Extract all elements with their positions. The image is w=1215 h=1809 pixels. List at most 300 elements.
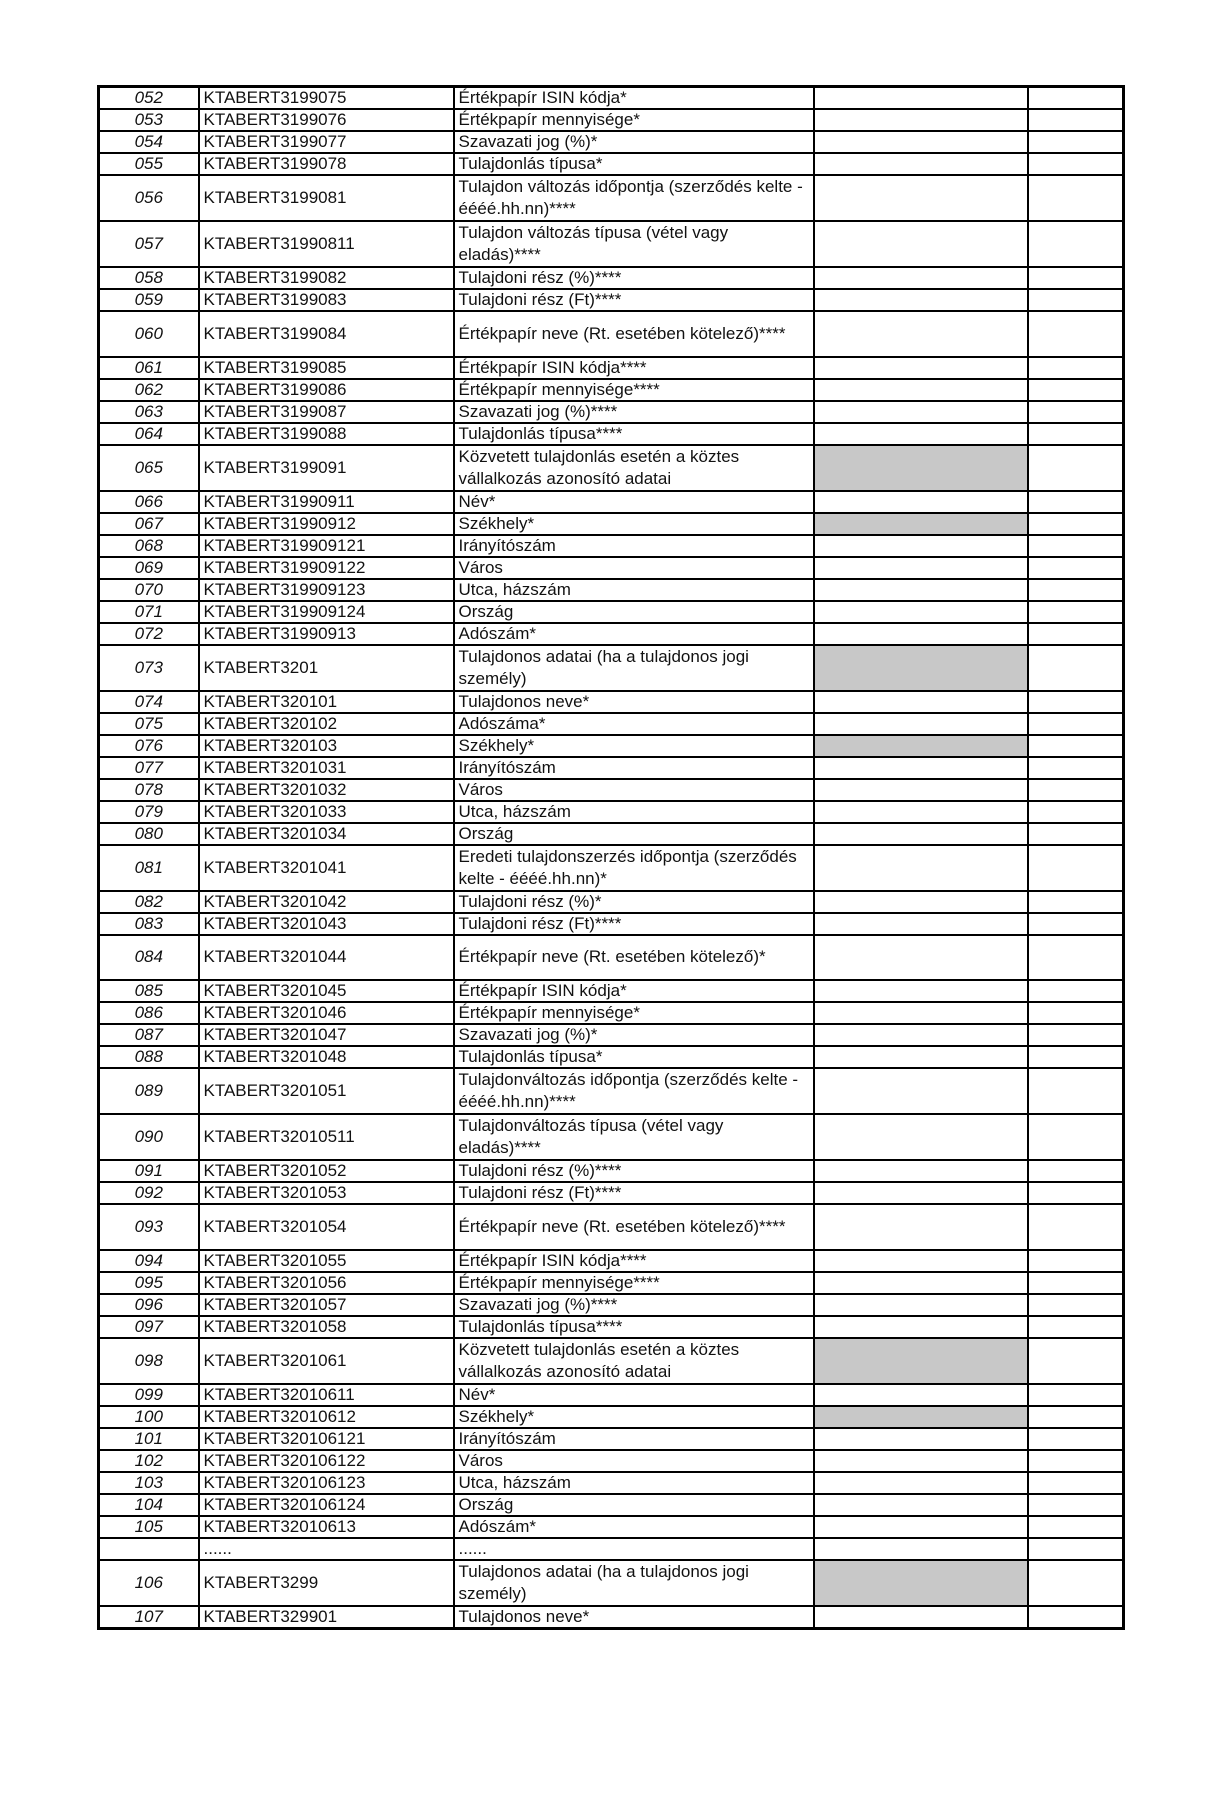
extra-cell [1028, 445, 1124, 491]
field-description: Tulajdonos adatai (ha a tulajdonos jogi személy) [454, 645, 814, 691]
extra-cell [1028, 1538, 1124, 1560]
table-row [99, 153, 1124, 175]
extra-cell [1028, 735, 1124, 757]
extra-cell [1028, 623, 1124, 645]
extra-cell [1028, 491, 1124, 513]
value-cell [814, 645, 1028, 691]
table-row [99, 1606, 1124, 1629]
value-cell [814, 713, 1028, 735]
extra-cell [1028, 1182, 1124, 1204]
value-cell [814, 221, 1028, 267]
row-number: 075 [99, 713, 199, 735]
field-description: Tulajdoni rész (Ft)**** [454, 913, 814, 935]
extra-cell [1028, 87, 1124, 110]
table-row [99, 357, 1124, 379]
field-code: KTABERT320101 [199, 691, 454, 713]
extra-cell [1028, 579, 1124, 601]
field-code: KTABERT3199082 [199, 267, 454, 289]
value-cell [814, 891, 1028, 913]
row-number: 090 [99, 1114, 199, 1160]
row-number: 107 [99, 1606, 199, 1629]
field-code: KTABERT3199088 [199, 423, 454, 445]
field-description: Eredeti tulajdonszerzés időpontja (szerződés kelte - éééé.hh.nn)* [454, 845, 814, 891]
table-row [99, 267, 1124, 289]
value-cell [814, 1272, 1028, 1294]
field-code: KTABERT3201042 [199, 891, 454, 913]
field-description: Város [454, 557, 814, 579]
field-code: KTABERT3201046 [199, 1002, 454, 1024]
field-code: KTABERT3199083 [199, 289, 454, 311]
extra-cell [1028, 757, 1124, 779]
row-number: 069 [99, 557, 199, 579]
row-number: 067 [99, 513, 199, 535]
row-number: 077 [99, 757, 199, 779]
field-description: Tulajdonos adatai (ha a tulajdonos jogi személy) [454, 1560, 814, 1606]
field-code: KTABERT3199084 [199, 311, 454, 357]
field-code: KTABERT3201032 [199, 779, 454, 801]
value-cell [814, 1516, 1028, 1538]
value-cell [814, 845, 1028, 891]
extra-cell [1028, 401, 1124, 423]
field-code: KTABERT31990811 [199, 221, 454, 267]
field-description: Tulajdon változás típusa (vétel vagy eladás)**** [454, 221, 814, 267]
value-cell [814, 579, 1028, 601]
value-cell [814, 153, 1028, 175]
field-code: KTABERT3201055 [199, 1250, 454, 1272]
row-number: 065 [99, 445, 199, 491]
field-code: KTABERT3199086 [199, 379, 454, 401]
extra-cell [1028, 289, 1124, 311]
field-code: KTABERT319909121 [199, 535, 454, 557]
value-cell [814, 1384, 1028, 1406]
value-cell [814, 980, 1028, 1002]
table-row [99, 1472, 1124, 1494]
field-description: Irányítószám [454, 757, 814, 779]
table-row [99, 131, 1124, 153]
table-row [99, 1046, 1124, 1068]
extra-cell [1028, 1114, 1124, 1160]
table-row [99, 1160, 1124, 1182]
extra-cell [1028, 691, 1124, 713]
field-description: Értékpapír mennyisége**** [454, 379, 814, 401]
row-number: 084 [99, 935, 199, 981]
extra-cell [1028, 1494, 1124, 1516]
value-cell [814, 357, 1028, 379]
table-row [99, 801, 1124, 823]
table-row [99, 735, 1124, 757]
field-description: Adószám* [454, 1516, 814, 1538]
value-cell [814, 1428, 1028, 1450]
table-row [99, 423, 1124, 445]
row-number: 098 [99, 1338, 199, 1384]
extra-cell [1028, 1516, 1124, 1538]
field-code: KTABERT3199076 [199, 109, 454, 131]
extra-cell [1028, 601, 1124, 623]
field-description: Székhely* [454, 735, 814, 757]
row-number: 101 [99, 1428, 199, 1450]
table-row [99, 1114, 1124, 1160]
field-code: KTABERT3201053 [199, 1182, 454, 1204]
table-row [99, 845, 1124, 891]
table-body [99, 87, 1124, 1629]
row-number: 089 [99, 1068, 199, 1114]
value-cell [814, 1114, 1028, 1160]
row-number: 078 [99, 779, 199, 801]
field-description: Értékpapír mennyisége* [454, 109, 814, 131]
field-description: Tulajdonlás típusa**** [454, 1316, 814, 1338]
field-code: KTABERT3201034 [199, 823, 454, 845]
extra-cell [1028, 801, 1124, 823]
field-code: KTABERT3201045 [199, 980, 454, 1002]
table-row [99, 757, 1124, 779]
value-cell [814, 175, 1028, 221]
extra-cell [1028, 779, 1124, 801]
table-row [99, 1450, 1124, 1472]
extra-cell [1028, 1428, 1124, 1450]
field-code: KTABERT3201048 [199, 1046, 454, 1068]
extra-cell [1028, 131, 1124, 153]
field-description: Város [454, 1450, 814, 1472]
field-description: Tulajdonlás típusa* [454, 153, 814, 175]
extra-cell [1028, 980, 1124, 1002]
row-number: 087 [99, 1024, 199, 1046]
row-number: 073 [99, 645, 199, 691]
field-code: KTABERT32010612 [199, 1406, 454, 1428]
field-description: Irányítószám [454, 1428, 814, 1450]
table-row [99, 1316, 1124, 1338]
value-cell [814, 1024, 1028, 1046]
extra-cell [1028, 175, 1124, 221]
extra-cell [1028, 1316, 1124, 1338]
row-number: 063 [99, 401, 199, 423]
field-description: Ország [454, 823, 814, 845]
field-description: Utca, házszám [454, 579, 814, 601]
table-row [99, 1406, 1124, 1428]
field-code: KTABERT32010611 [199, 1384, 454, 1406]
table-row [99, 1068, 1124, 1114]
field-description: Név* [454, 1384, 814, 1406]
row-number: 095 [99, 1272, 199, 1294]
field-code: KTABERT31990913 [199, 623, 454, 645]
row-number: 081 [99, 845, 199, 891]
value-cell [814, 1160, 1028, 1182]
field-code: KTABERT320106124 [199, 1494, 454, 1516]
table-row [99, 379, 1124, 401]
field-description: Szavazati jog (%)**** [454, 1294, 814, 1316]
extra-cell [1028, 153, 1124, 175]
row-number: 093 [99, 1204, 199, 1250]
value-cell [814, 1560, 1028, 1606]
field-description: Ország [454, 601, 814, 623]
extra-cell [1028, 267, 1124, 289]
field-description: Székhely* [454, 1406, 814, 1428]
field-description: Székhely* [454, 513, 814, 535]
value-cell [814, 379, 1028, 401]
field-code: KTABERT3201051 [199, 1068, 454, 1114]
value-cell [814, 131, 1028, 153]
value-cell [814, 1338, 1028, 1384]
extra-cell [1028, 1250, 1124, 1272]
table-row [99, 1538, 1124, 1560]
value-cell [814, 87, 1028, 110]
row-number: 085 [99, 980, 199, 1002]
value-cell [814, 535, 1028, 557]
field-description: Értékpapír ISIN kódja**** [454, 1250, 814, 1272]
extra-cell [1028, 109, 1124, 131]
field-description: Név* [454, 491, 814, 513]
value-cell [814, 1472, 1028, 1494]
value-cell [814, 1046, 1028, 1068]
field-description: Tulajdonlás típusa* [454, 1046, 814, 1068]
value-cell [814, 445, 1028, 491]
table-row [99, 823, 1124, 845]
field-code: KTABERT3199078 [199, 153, 454, 175]
value-cell [814, 601, 1028, 623]
extra-cell [1028, 1204, 1124, 1250]
field-code: KTABERT32010511 [199, 1114, 454, 1160]
value-cell [814, 423, 1028, 445]
field-code: KTABERT3201054 [199, 1204, 454, 1250]
value-cell [814, 1294, 1028, 1316]
row-number: 105 [99, 1516, 199, 1538]
field-code: ...... [199, 1538, 454, 1560]
table-row [99, 691, 1124, 713]
field-description: Értékpapír neve (Rt. esetében kötelező)**** [454, 1204, 814, 1250]
field-code: KTABERT329901 [199, 1606, 454, 1629]
extra-cell [1028, 1338, 1124, 1384]
field-description: Tulajdoni rész (%)* [454, 891, 814, 913]
value-cell [814, 401, 1028, 423]
row-number: 056 [99, 175, 199, 221]
table-row [99, 601, 1124, 623]
table-row [99, 311, 1124, 357]
field-code: KTABERT320102 [199, 713, 454, 735]
extra-cell [1028, 1472, 1124, 1494]
extra-cell [1028, 935, 1124, 981]
field-code: KTABERT320106121 [199, 1428, 454, 1450]
field-description: Közvetett tulajdonlás esetén a köztes vállalkozás azonosító adatai [454, 1338, 814, 1384]
field-description: Tulajdonváltozás típusa (vétel vagy eladás)**** [454, 1114, 814, 1160]
extra-cell [1028, 823, 1124, 845]
field-code: KTABERT320103 [199, 735, 454, 757]
value-cell [814, 1450, 1028, 1472]
value-cell [814, 1316, 1028, 1338]
field-code: KTABERT3199077 [199, 131, 454, 153]
value-cell [814, 1002, 1028, 1024]
field-description: Tulajdoni rész (%)**** [454, 267, 814, 289]
field-code: KTABERT3201 [199, 645, 454, 691]
value-cell [814, 757, 1028, 779]
row-number: 102 [99, 1450, 199, 1472]
table-row [99, 109, 1124, 131]
row-number: 088 [99, 1046, 199, 1068]
extra-cell [1028, 379, 1124, 401]
field-description: Tulajdonos neve* [454, 1606, 814, 1629]
table-row [99, 513, 1124, 535]
row-number: 057 [99, 221, 199, 267]
field-code: KTABERT3299 [199, 1560, 454, 1606]
table-row [99, 623, 1124, 645]
field-description: Tulajdoni rész (%)**** [454, 1160, 814, 1182]
field-description: Szavazati jog (%)* [454, 131, 814, 153]
field-description: Tulajdonlás típusa**** [454, 423, 814, 445]
field-description: Értékpapír mennyisége**** [454, 1272, 814, 1294]
row-number: 083 [99, 913, 199, 935]
field-code: KTABERT3201033 [199, 801, 454, 823]
field-description: Tulajdoni rész (Ft)**** [454, 289, 814, 311]
row-number: 092 [99, 1182, 199, 1204]
value-cell [814, 623, 1028, 645]
field-description: Értékpapír neve (Rt. esetében kötelező)**** [454, 311, 814, 357]
field-code: KTABERT31990912 [199, 513, 454, 535]
row-number: 054 [99, 131, 199, 153]
row-number: 055 [99, 153, 199, 175]
extra-cell [1028, 891, 1124, 913]
row-number: 053 [99, 109, 199, 131]
table-row [99, 913, 1124, 935]
table-row [99, 491, 1124, 513]
table-row [99, 891, 1124, 913]
row-number: 079 [99, 801, 199, 823]
field-code: KTABERT3199087 [199, 401, 454, 423]
row-number: 097 [99, 1316, 199, 1338]
table-row [99, 1338, 1124, 1384]
table-row [99, 401, 1124, 423]
extra-cell [1028, 1384, 1124, 1406]
field-description: Értékpapír ISIN kódja**** [454, 357, 814, 379]
table-row [99, 1272, 1124, 1294]
table-row [99, 87, 1124, 110]
field-description: Szavazati jog (%)**** [454, 401, 814, 423]
extra-cell [1028, 1002, 1124, 1024]
value-cell [814, 1494, 1028, 1516]
row-number: 099 [99, 1384, 199, 1406]
field-description: Irányítószám [454, 535, 814, 557]
value-cell [814, 1068, 1028, 1114]
field-code: KTABERT3201031 [199, 757, 454, 779]
field-description: Értékpapír mennyisége* [454, 1002, 814, 1024]
field-code: KTABERT320106122 [199, 1450, 454, 1472]
table-row [99, 535, 1124, 557]
table-row [99, 221, 1124, 267]
value-cell [814, 513, 1028, 535]
row-number: 074 [99, 691, 199, 713]
row-number: 086 [99, 1002, 199, 1024]
value-cell [814, 1250, 1028, 1272]
value-cell [814, 289, 1028, 311]
extra-cell [1028, 535, 1124, 557]
data-table [97, 85, 1125, 1630]
value-cell [814, 823, 1028, 845]
row-number: 072 [99, 623, 199, 645]
field-description: Adószáma* [454, 713, 814, 735]
field-code: KTABERT3201043 [199, 913, 454, 935]
extra-cell [1028, 913, 1124, 935]
row-number: 062 [99, 379, 199, 401]
field-description: Utca, házszám [454, 801, 814, 823]
field-description: Tulajdoni rész (Ft)**** [454, 1182, 814, 1204]
extra-cell [1028, 311, 1124, 357]
field-description: Értékpapír ISIN kódja* [454, 980, 814, 1002]
extra-cell [1028, 645, 1124, 691]
extra-cell [1028, 1046, 1124, 1068]
field-code: KTABERT3199081 [199, 175, 454, 221]
value-cell [814, 1182, 1028, 1204]
field-description: Közvetett tulajdonlás esetén a köztes vállalkozás azonosító adatai [454, 445, 814, 491]
row-number: 070 [99, 579, 199, 601]
extra-cell [1028, 221, 1124, 267]
table-row [99, 1250, 1124, 1272]
row-number: 094 [99, 1250, 199, 1272]
value-cell [814, 1538, 1028, 1560]
table-row [99, 645, 1124, 691]
table-row [99, 1428, 1124, 1450]
row-number: 052 [99, 87, 199, 110]
row-number [99, 1538, 199, 1560]
table-row [99, 175, 1124, 221]
value-cell [814, 1204, 1028, 1250]
extra-cell [1028, 1272, 1124, 1294]
row-number: 091 [99, 1160, 199, 1182]
table-row [99, 557, 1124, 579]
row-number: 100 [99, 1406, 199, 1428]
extra-cell [1028, 1406, 1124, 1428]
table-row [99, 1560, 1124, 1606]
row-number: 106 [99, 1560, 199, 1606]
row-number: 060 [99, 311, 199, 357]
field-code: KTABERT3201056 [199, 1272, 454, 1294]
table-row [99, 579, 1124, 601]
row-number: 080 [99, 823, 199, 845]
value-cell [814, 779, 1028, 801]
extra-cell [1028, 1294, 1124, 1316]
table-row [99, 1384, 1124, 1406]
field-code: KTABERT3201057 [199, 1294, 454, 1316]
field-code: KTABERT3199091 [199, 445, 454, 491]
table-row [99, 713, 1124, 735]
field-code: KTABERT32010613 [199, 1516, 454, 1538]
field-code: KTABERT3199075 [199, 87, 454, 110]
extra-cell [1028, 423, 1124, 445]
table-row [99, 1204, 1124, 1250]
row-number: 096 [99, 1294, 199, 1316]
value-cell [814, 735, 1028, 757]
field-code: KTABERT3199085 [199, 357, 454, 379]
row-number: 103 [99, 1472, 199, 1494]
field-code: KTABERT3201058 [199, 1316, 454, 1338]
table-row [99, 1002, 1124, 1024]
field-description: Adószám* [454, 623, 814, 645]
field-code: KTABERT319909122 [199, 557, 454, 579]
field-code: KTABERT3201061 [199, 1338, 454, 1384]
table-row [99, 1182, 1124, 1204]
table-row [99, 779, 1124, 801]
row-number: 104 [99, 1494, 199, 1516]
field-code: KTABERT319909124 [199, 601, 454, 623]
extra-cell [1028, 513, 1124, 535]
value-cell [814, 491, 1028, 513]
value-cell [814, 109, 1028, 131]
extra-cell [1028, 1606, 1124, 1629]
field-code: KTABERT3201041 [199, 845, 454, 891]
field-description: ...... [454, 1538, 814, 1560]
table-row [99, 445, 1124, 491]
extra-cell [1028, 557, 1124, 579]
table-row [99, 289, 1124, 311]
field-code: KTABERT320106123 [199, 1472, 454, 1494]
value-cell [814, 311, 1028, 357]
field-description: Tulajdonváltozás időpontja (szerződés kelte - éééé.hh.nn)**** [454, 1068, 814, 1114]
